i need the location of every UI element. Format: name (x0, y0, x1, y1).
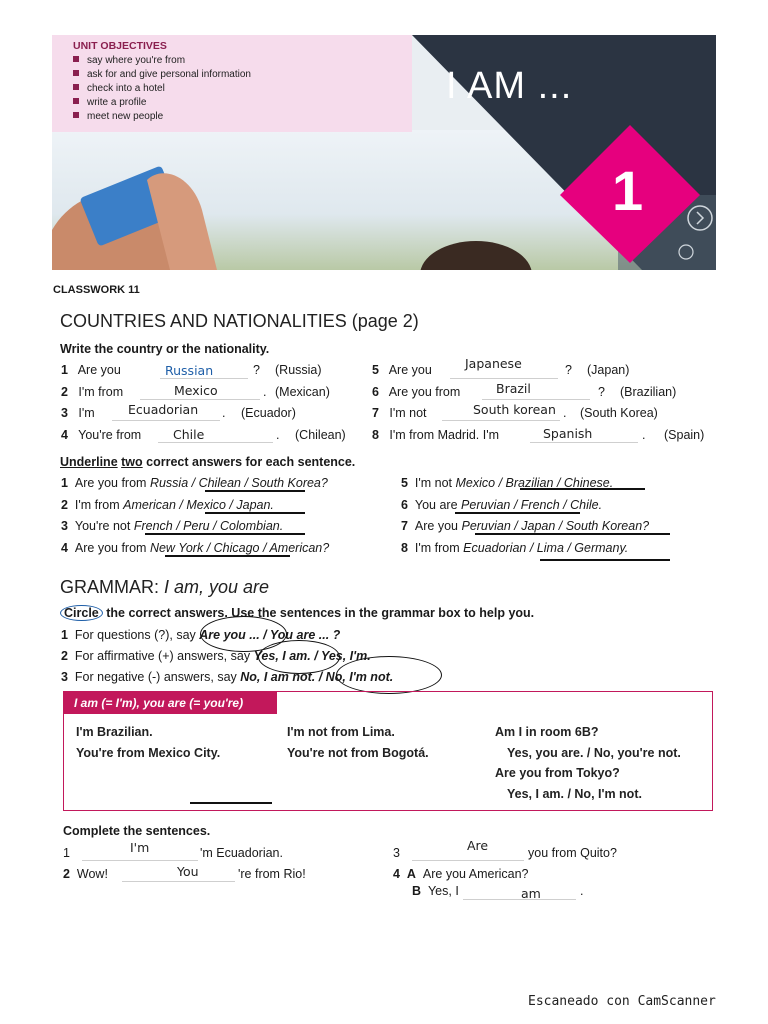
pen-underline (475, 533, 670, 535)
head-shape (420, 241, 532, 270)
exercise-item-1: 1 Are you (61, 363, 121, 377)
pen-mark (190, 802, 272, 804)
underline-item-5: 5 I'm not Mexico / Brazilian / Chinese. (401, 476, 614, 490)
underline-item-2: 2 I'm from American / Mexico / Japan. (61, 498, 274, 512)
hint: (Spain) (664, 428, 705, 442)
instruction-underline: Underline two correct answers for each sentence. (60, 455, 356, 469)
handwritten-answer: Are (467, 838, 489, 853)
pen-underline (520, 488, 645, 490)
objective-item: check into a hotel (73, 83, 251, 97)
pen-underline (205, 490, 305, 492)
instruction-write: Write the country or the nationality. (60, 342, 270, 356)
exercise-item-4: 4 You're from (61, 428, 142, 442)
instruction-circle: Circle the correct answers. Use the sentences in the grammar box to help you. (60, 606, 534, 620)
complete-item-4a: 4 A Are you American? (393, 867, 529, 881)
answer-line (112, 420, 220, 421)
hint: (Russia) (275, 363, 322, 377)
hint: (Mexican) (275, 385, 330, 399)
punctuation: ? (565, 363, 572, 377)
handwritten-answer: You (177, 864, 199, 879)
handwritten-answer: Japanese (465, 356, 522, 371)
objective-item: meet new people (73, 111, 251, 125)
underline-item-6: 6 You are Peruvian / French / Chile. (401, 498, 603, 512)
grammar-heading: GRAMMAR: I am, you are (60, 577, 270, 597)
exercise-item-7: 7 I'm not (372, 406, 427, 420)
complete-item-1-number: 1 (63, 846, 70, 860)
handwritten-answer: I'm (130, 840, 150, 855)
square-bullet-icon (73, 70, 79, 76)
objective-item: write a profile (73, 97, 251, 111)
answer-line (450, 378, 558, 379)
complete-item-4b: B Yes, I (412, 884, 459, 898)
square-bullet-icon (73, 112, 79, 118)
pen-underline (145, 533, 305, 535)
punctuation: . (263, 385, 267, 399)
complete-item-3-number: 3 (393, 846, 400, 860)
unit-title: I AM ... (446, 65, 573, 107)
pen-underline (540, 559, 670, 561)
punctuation: . (222, 406, 226, 420)
objective-item: say where you're from (73, 55, 251, 69)
hint: (Chilean) (295, 428, 346, 442)
grammar-example: You're not from Bogotá. (287, 746, 429, 760)
answer-line (160, 378, 248, 379)
pen-underline (455, 512, 580, 514)
handwritten-answer: Russian (165, 363, 214, 378)
hint: (Brazilian) (620, 385, 677, 399)
grammar-item-2: 2 For affirmative (+) answers, say Yes, I am. / Yes, I'm. (61, 649, 371, 663)
underline-item-7: 7 Are you Peruvian / Japan / South Korean? (401, 519, 650, 533)
square-bullet-icon (73, 98, 79, 104)
grammar-example: Yes, you are. / No, you're not. (507, 746, 681, 760)
handwritten-answer: Brazil (496, 381, 531, 396)
answer-line (482, 399, 590, 400)
grammar-box-header: I am (= I'm), you are (= you're) (64, 692, 277, 714)
answer-line (158, 442, 273, 443)
answer-line (140, 399, 260, 400)
classwork-label: CLASSWORK 11 (53, 284, 140, 296)
pen-underline (205, 512, 305, 514)
handwritten-answer: Mexico (174, 383, 218, 398)
underline-item-4: 4 Are you from New York / Chicago / American? (61, 541, 330, 555)
grammar-example: You're from Mexico City. (76, 746, 221, 760)
objective-item: ask for and give personal information (73, 69, 251, 83)
answer-line (442, 420, 560, 421)
pen-circle (258, 640, 340, 674)
answer-line (82, 860, 198, 861)
answer-line (463, 899, 576, 900)
punctuation: ? (598, 385, 605, 399)
scanner-watermark: Escaneado con CamScanner (528, 994, 716, 1009)
complete-item-2: 2 Wow! (63, 867, 108, 881)
grammar-example: Are you from Tokyo? (495, 766, 620, 780)
handwritten-answer: Chile (173, 427, 205, 442)
complete-item-1-text: 'm Ecuadorian. (200, 846, 283, 860)
handwritten-answer: Ecuadorian (128, 402, 199, 417)
punctuation: ? (253, 363, 260, 377)
square-bullet-icon (73, 84, 79, 90)
complete-item-2-text: 're from Rio! (238, 867, 306, 881)
hint: (Japan) (587, 363, 630, 377)
handwritten-answer: South korean (473, 402, 556, 417)
instruction-complete: Complete the sentences. (63, 824, 211, 838)
exercise-item-5: 5 Are you (372, 363, 432, 377)
punctuation: . (642, 428, 646, 442)
hint: (Ecuador) (241, 406, 296, 420)
exercise-item-2: 2 I'm from (61, 385, 124, 399)
grammar-item-3: 3 For negative (-) answers, say No, I am not. / No, I'm not. (61, 670, 394, 684)
handwritten-answer: am (521, 886, 541, 901)
grammar-example: Yes, I am. / No, I'm not. (507, 787, 642, 801)
complete-item-3-text: you from Quito? (528, 846, 617, 860)
punctuation: . (563, 406, 567, 420)
answer-line (412, 860, 524, 861)
underline-item-1: 1 Are you from Russia / Chilean / South Korea? (61, 476, 328, 490)
answer-line (122, 881, 235, 882)
hint: (South Korea) (580, 406, 658, 420)
exercise-item-3: 3 I'm (61, 406, 95, 420)
grammar-example: Am I in room 6B? (495, 725, 599, 739)
underline-item-8: 8 I'm from Ecuadorian / Lima / Germany. (401, 541, 629, 555)
pen-underline (165, 555, 290, 557)
objectives-title: UNIT OBJECTIVES (73, 40, 167, 52)
unit-number: 1 (612, 159, 644, 222)
grammar-example: I'm Brazilian. (76, 725, 153, 739)
punctuation: . (580, 884, 584, 898)
square-bullet-icon (73, 56, 79, 62)
punctuation: . (276, 428, 280, 442)
handwritten-answer: Spanish (543, 426, 593, 441)
underline-item-3: 3 You're not French / Peru / Colombian. (61, 519, 284, 533)
objectives-list (73, 55, 251, 125)
exercise-item-6: 6 Are you from (372, 385, 461, 399)
grammar-example: I'm not from Lima. (287, 725, 395, 739)
answer-line (530, 442, 638, 443)
grammar-item-1: 1 For questions (?), say Are you ... / You are ... ? (61, 628, 341, 642)
section-heading-countries: COUNTRIES AND NATIONALITIES (page 2) (60, 311, 419, 331)
exercise-item-8: 8 I'm from Madrid. I'm (372, 428, 500, 442)
pen-circle (336, 656, 442, 694)
